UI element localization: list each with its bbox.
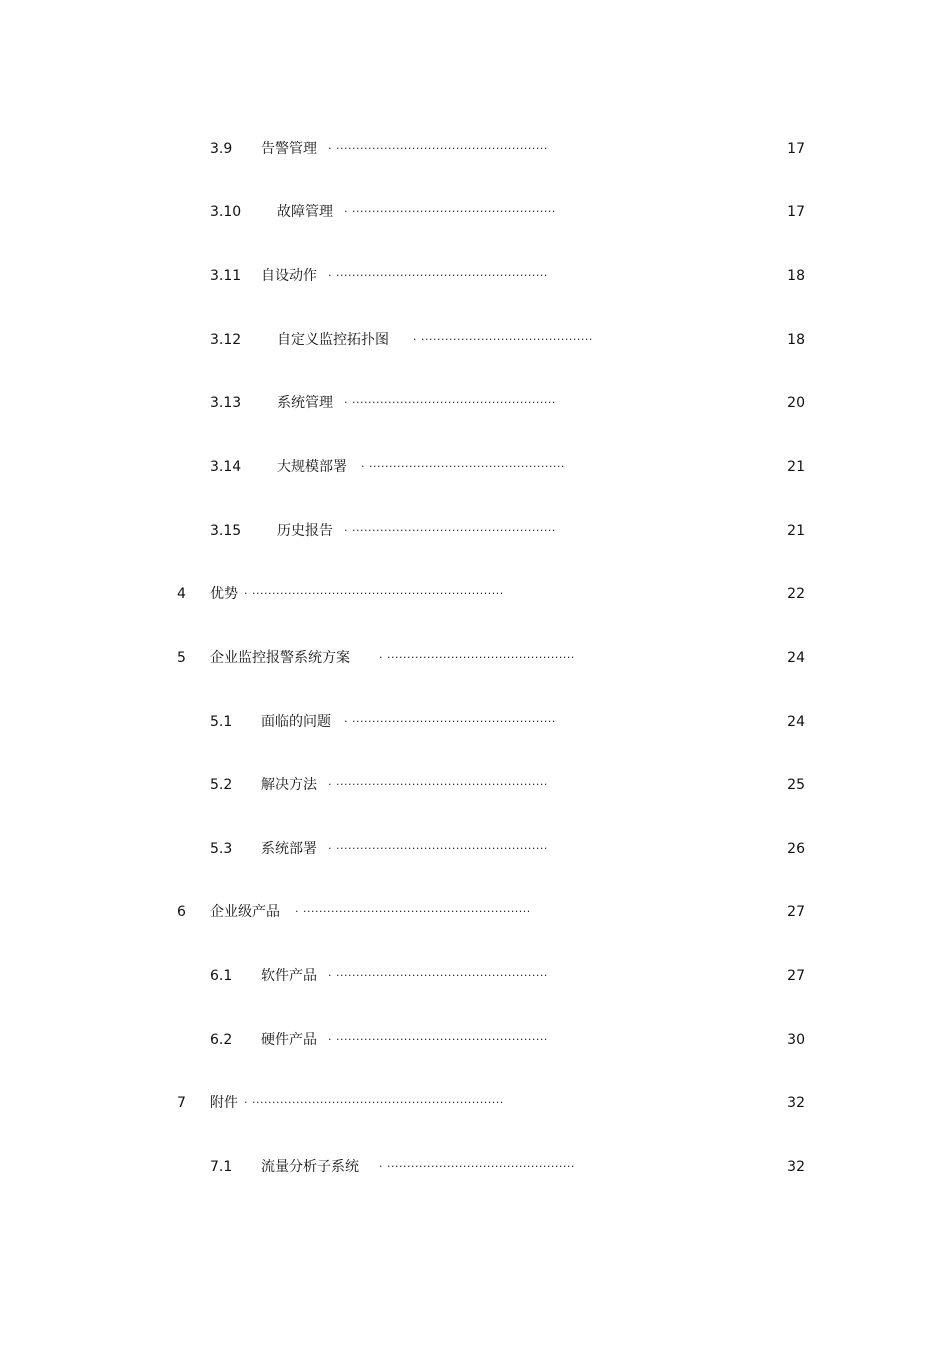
toc-entry-number: 3.10 <box>210 204 242 220</box>
toc-entry-page: 17 <box>787 141 805 157</box>
toc-entry-leader: . ................................................... <box>344 202 556 215</box>
toc-entry-number: 3.15 <box>210 523 242 539</box>
toc-entry[interactable] <box>0 200 950 224</box>
toc-entry-page: 22 <box>787 586 805 602</box>
toc-entry-number: 5.3 <box>210 841 233 857</box>
toc-entry-title: 企业级产品 <box>210 904 280 920</box>
toc-entry-number: 7 <box>177 1095 186 1111</box>
toc-entry-number: 6.2 <box>210 1032 233 1048</box>
toc-entry-number: 3.11 <box>210 268 242 284</box>
toc-entry-leader: . ..................................................... <box>328 839 548 852</box>
toc-entry-title: 系统部署 <box>261 841 317 857</box>
toc-entry-title: 历史报告 <box>277 523 333 539</box>
toc-entry[interactable] <box>0 1028 950 1052</box>
toc-entry-number: 7.1 <box>210 1159 233 1175</box>
toc-entry-page: 24 <box>787 714 805 730</box>
toc-entry-leader: . ........................................... <box>413 330 593 343</box>
toc-entry-title: 优势 <box>210 586 238 602</box>
toc-entry-leader: . ..................................................... <box>328 775 548 788</box>
toc-entry[interactable] <box>0 773 950 797</box>
toc-entry-title: 大规模部署 <box>277 459 347 475</box>
toc-entry-title: 解决方法 <box>261 777 317 793</box>
toc-entry[interactable] <box>0 519 950 543</box>
toc-entry-number: 3.13 <box>210 395 242 411</box>
toc-entry-leader: . ............................................................... <box>244 1093 504 1106</box>
toc-entry-page: 24 <box>787 650 805 666</box>
toc-entry-leader: . ............................................... <box>379 648 575 661</box>
toc-entry-title: 面临的问题 <box>261 714 331 730</box>
toc-entry-page: 21 <box>787 523 805 539</box>
toc-entry-number: 3.14 <box>210 459 242 475</box>
toc-entry-number: 6 <box>177 904 186 920</box>
toc-entry-page: 32 <box>787 1159 805 1175</box>
toc-entry-page: 26 <box>787 841 805 857</box>
toc-entry-leader: . ................................................... <box>344 712 556 725</box>
toc-entry[interactable] <box>0 264 950 288</box>
toc-entry-number: 5.1 <box>210 714 233 730</box>
toc-entry[interactable] <box>0 1091 950 1115</box>
toc-entry-page: 20 <box>787 395 805 411</box>
toc-entry-leader: . ..................................................... <box>328 1030 548 1043</box>
toc-entry-leader: . ................................................... <box>344 393 556 406</box>
toc-entry-title: 软件产品 <box>261 968 317 984</box>
toc-entry-title: 附件 <box>210 1095 238 1111</box>
toc-entry-page: 18 <box>787 268 805 284</box>
toc-entry[interactable] <box>0 391 950 415</box>
toc-entry-number: 4 <box>177 586 186 602</box>
toc-entry[interactable] <box>0 582 950 606</box>
toc-entry[interactable] <box>0 328 950 352</box>
toc-entry-number: 6.1 <box>210 968 233 984</box>
toc-entry-leader: . ......................................................... <box>295 902 531 915</box>
toc-entry-page: 25 <box>787 777 805 793</box>
toc-entry-title: 告警管理 <box>261 141 317 157</box>
toc-entry-leader: . ..................................................... <box>328 266 548 279</box>
toc-entry-number: 5 <box>177 650 186 666</box>
toc-entry-title: 企业监控报警系统方案 <box>210 650 350 666</box>
toc-entry-leader: . ..................................................... <box>328 139 548 152</box>
toc-entry-title: 硬件产品 <box>261 1032 317 1048</box>
toc-entry[interactable] <box>0 137 950 161</box>
toc-entry[interactable] <box>0 1155 950 1179</box>
toc-entry-page: 18 <box>787 332 805 348</box>
toc-entry[interactable] <box>0 964 950 988</box>
toc-entry-title: 系统管理 <box>277 395 333 411</box>
toc-entry-leader: . ................................................. <box>361 457 565 470</box>
toc-entry-page: 27 <box>787 968 805 984</box>
toc-entry[interactable] <box>0 455 950 479</box>
toc-entry-number: 3.9 <box>210 141 233 157</box>
toc-entry-title: 流量分析子系统 <box>261 1159 359 1175</box>
toc-entry-number: 3.12 <box>210 332 242 348</box>
toc-entry-leader: . ..................................................... <box>328 966 548 979</box>
toc-entry-leader: . ............................................................... <box>244 584 504 597</box>
toc-entry-number: 5.2 <box>210 777 233 793</box>
toc-entry-leader: . ............................................... <box>379 1157 575 1170</box>
toc-entry-page: 27 <box>787 904 805 920</box>
toc-entry-page: 21 <box>787 459 805 475</box>
toc-entry-title: 自定义监控拓扑图 <box>277 332 389 348</box>
toc-entry[interactable] <box>0 900 950 924</box>
toc-entry[interactable] <box>0 646 950 670</box>
toc-entry-page: 32 <box>787 1095 805 1111</box>
toc-entry-title: 故障管理 <box>277 204 333 220</box>
toc-entry-page: 30 <box>787 1032 805 1048</box>
toc-entry-leader: . ................................................... <box>344 521 556 534</box>
toc-entry-page: 17 <box>787 204 805 220</box>
toc-entry[interactable] <box>0 710 950 734</box>
toc-entry-title: 自设动作 <box>261 268 317 284</box>
toc-entry[interactable] <box>0 837 950 861</box>
